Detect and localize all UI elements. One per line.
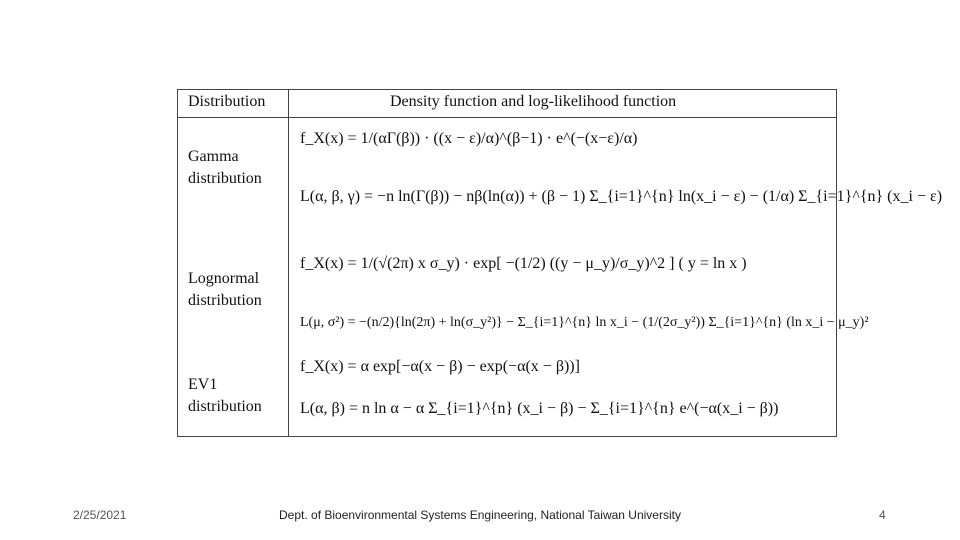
formula-gamma-loglik: L(α, β, γ) = −n ln(Γ(β)) − nβ(ln(α)) + (β − 1) Σ_{i=1}^{n} ln(x_i − ε) − (1/α) Σ_{i=1}^{n} (x_i − ε) bbox=[300, 188, 943, 205]
formula-lognormal-loglik: L(μ, σ²) = −(n/2){ln(2π) + ln(σ_y²)} − Σ_{i=1}^{n} ln x_i − (1/(2σ_y²)) Σ_{i=1}^{n} (ln x_i − μ_y)² bbox=[300, 315, 869, 330]
formula-ev1-loglik: L(α, β) = n ln α − α Σ_{i=1}^{n} (x_i − β) − Σ_{i=1}^{n} e^(−α(x_i − β)) bbox=[300, 400, 779, 417]
dist-name-lognormal: Lognormal distribution bbox=[188, 270, 262, 309]
header-density: Density function and log-likelihood function bbox=[390, 93, 677, 110]
formula-lognormal-pdf: f_X(x) = 1/(√(2π) x σ_y) · exp[ −(1/2) ((y − μ_y)/σ_y)^2 ] ( y = ln x ) bbox=[300, 255, 747, 272]
page-number: 4 bbox=[879, 508, 886, 522]
header-distribution: Distribution bbox=[188, 93, 266, 110]
footer-date: 2/25/2021 bbox=[73, 508, 127, 522]
dist-name-ev1: EV1 distribution bbox=[188, 376, 262, 415]
distribution-table bbox=[177, 89, 943, 437]
footer-institution: Dept. of Bioenvironmental Systems Engineering, National Taiwan University bbox=[279, 508, 681, 522]
formula-ev1-pdf: f_X(x) = α exp[−α(x − β) − exp(−α(x − β))] bbox=[300, 358, 580, 375]
formula-gamma-pdf: f_X(x) = 1/(αΓ(β)) · ((x − ε)/α)^(β−1) · e^(−(x−ε)/α) bbox=[300, 130, 638, 147]
column-divider bbox=[288, 90, 289, 436]
header-divider bbox=[178, 117, 836, 118]
dist-name-gamma: Gamma distribution bbox=[188, 148, 262, 187]
